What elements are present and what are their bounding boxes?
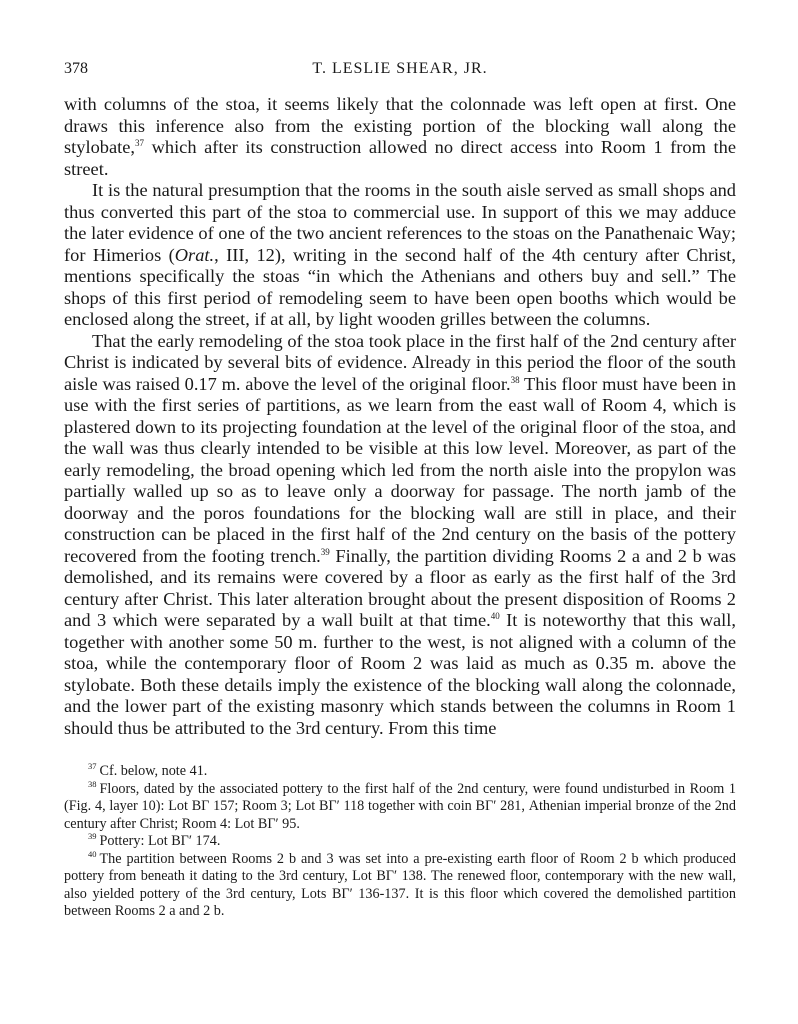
footnote-number: 39 [88,831,97,842]
paragraph-text: with columns of the stoa, it seems likely that the colonnade was left open at first. One draws this inference also from the existing portion of the blocking wall along the stylobate, [64,94,736,157]
body-text [64,94,736,739]
footnote-37 [64,763,736,781]
footnote-40 [64,848,736,921]
footnote-ref-40[interactable]: 40 [490,610,500,621]
footnote-ref-37[interactable]: 37 [135,137,144,148]
footnote-text: Pottery: Lot BΓ′ 174. [99,833,221,849]
footnote-number: 38 [88,778,97,789]
page [64,60,736,921]
citation-orat: Orat. [174,244,215,265]
page-number: 378 [64,60,88,77]
paragraph-text: That the early remodeling of the stoa took place in the first half of the 2nd century after Christ is indicated by several bits of evidence. Already in this period the floor of the south aisle was raised 0.17 m. above the level of the original floor. [64,330,736,394]
footnotes [64,763,736,921]
paragraph-2 [64,180,736,331]
paragraph-text: Finally, the partition dividing Rooms 2 a and 2 b was demolished, and its remains were covered by a floor as early as the first half of the 3rd century after Christ. This later alteration brought about the present disposition of Rooms 2 and 3 which were separated by a wall built at that time. [64,545,736,630]
page-header [64,60,736,84]
paragraph-1 [64,94,736,180]
footnote-text: The partition between Rooms 2 b and 3 was set into a pre-existing earth floor of Room 2 b which produced pottery from beneath it dating to the 3rd century, Lot BΓ′ 138. The renewed floor, contemporary with the new wall, also yielded pottery of the 3rd century, Lots BΓ′ 136-137. It is this floor which covered the demolished partition between Rooms 2 a and 2 b. [64,850,736,919]
footnote-39 [64,833,736,851]
footnote-text: Floors, dated by the associated pottery to the first half of the 2nd century, were found undisturbed in Room 1 (Fig. 4, layer 10): Lot BΓ 157; Room 3; Lot BΓ′ 118 together with coin BΓ′ 281, Athenian imperial bronze of the 2nd century after Christ; Room 4: Lot BΓ′ 95. [64,780,736,832]
paragraph-text: This floor must have been in use with the first series of partitions, as we learn from the east wall of Room 4, which is plastered down to its projecting foundation at the level of the original floor of the stoa, and the wall was thus clearly intended to be visible at this low level. Moreover, as part of the early remodeling, the broad opening which led from the north aisle into the propylon was partially walled up so as to leave only a doorway for passage. The north jamb of the doorway and the poros foundations for the blocking wall are still in place, and their construction can be placed in the first half of the 2nd century on the basis of the pottery recovered from the footing trench. [64,373,737,566]
footnote-text: Cf. below, note 41. [99,763,208,779]
footnote-number: 37 [88,761,97,772]
paragraph-text: It is noteworthy that this wall, together with another some 50 m. further to the west, is not aligned with a column of the stoa, while the contemporary floor of Room 2 was laid as much as 0.35 m. above the stylobate. Both these details imply the existence of the blocking wall along the colonnade, and the lower part of the existing masonry which stands between the columns in Room 1 should thus be attributed to the 3rd century. From this time [64,610,737,738]
footnote-number: 40 [88,848,97,859]
footnote-38 [64,778,736,834]
footnote-ref-39[interactable]: 39 [320,546,330,557]
paragraph-text: It is the natural presumption that the rooms in the south aisle served as small shops and thus converted this part of the stoa to commercial use. In support of this we may adduce the later evidence of one of the two ancient references to the stoas on the Panathenaic Way; for Himerios ( [64,180,736,265]
paragraph-3 [64,331,736,740]
paragraph-text: , III, 12), writing in the second half of the 4th century after Christ, mentions specifically the stoas “in which the Athenians and others buy and sell.” The shops of this first period of remodeling seem to have been open booths which would be enclosed along the street, if at all, by light wooden grilles between the columns. [64,244,736,329]
running-head: T. LESLIE SHEAR, JR. [312,60,488,77]
paragraph-text: which after its construction allowed no direct access into Room 1 from the street. [64,137,736,179]
footnote-ref-38[interactable]: 38 [510,374,520,385]
